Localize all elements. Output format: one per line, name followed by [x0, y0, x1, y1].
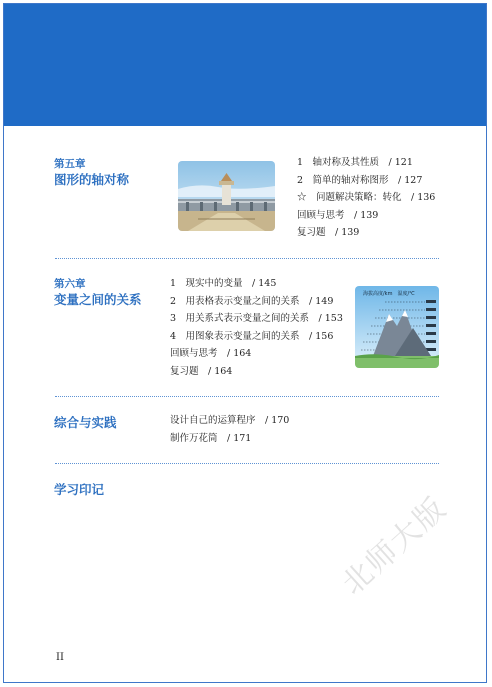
toc-item[interactable]: 设计自己的运算程序 / 170 — [170, 415, 290, 426]
chapter6-toc — [170, 275, 343, 380]
toc-item[interactable]: 1 轴对称及其性质 / 121 — [297, 157, 413, 168]
toc-item[interactable]: 复习题 / 164 — [170, 365, 233, 377]
chapter6-heading — [54, 277, 142, 309]
toc-item[interactable]: 4 用图象表示变量之间的关系 / 156 — [170, 330, 334, 342]
practice-title: 综合与实践 — [54, 415, 117, 430]
textbook-page — [3, 3, 487, 683]
toc-item[interactable]: 制作万花筒 / 171 — [170, 432, 252, 444]
toc-item[interactable]: 1 现实中的变量 / 145 — [170, 278, 277, 289]
toc-item[interactable]: 复习题 / 139 — [297, 227, 360, 238]
page-number: II — [56, 652, 64, 663]
chapter6-title: 变量之间的关系 — [54, 292, 142, 307]
chapter5-heading — [54, 157, 129, 189]
learning-title[interactable]: 学习印记 — [54, 482, 105, 497]
illustration-caption: 海拔高度/km 温度/℃ — [363, 291, 415, 297]
top-color-band — [4, 4, 486, 126]
toc-item[interactable]: ☆ 问题解决策略：转化 / 136 — [297, 192, 436, 203]
learning-heading — [54, 481, 104, 499]
toc-item[interactable]: 2 用表格表示变量之间的关系 / 149 — [170, 295, 334, 307]
chapter5-title: 图形的轴对称 — [54, 172, 130, 187]
chapter6-number: 第六章 — [54, 278, 86, 290]
bridge-photo-illustration — [178, 161, 275, 231]
toc-item[interactable]: 3 用关系式表示变量之间的关系 / 153 — [170, 313, 343, 324]
toc-item[interactable]: 2 简单的轴对称图形 / 127 — [297, 174, 423, 186]
toc-item[interactable]: 回顾与思考 / 164 — [170, 348, 252, 359]
toc-item[interactable]: 回顾与思考 / 139 — [297, 209, 379, 221]
altitude-chart-picture — [355, 286, 439, 368]
chapter5-photo — [178, 161, 275, 231]
practice-heading — [54, 414, 117, 432]
practice-toc — [170, 412, 289, 447]
publisher-watermark: 北师大版 — [335, 490, 454, 602]
section-divider — [55, 463, 439, 464]
section-divider — [55, 396, 439, 397]
altitude-temperature-illustration — [355, 286, 439, 368]
chapter5-toc — [297, 154, 435, 242]
section-divider — [55, 258, 439, 259]
chapter5-number: 第五章 — [54, 158, 86, 170]
